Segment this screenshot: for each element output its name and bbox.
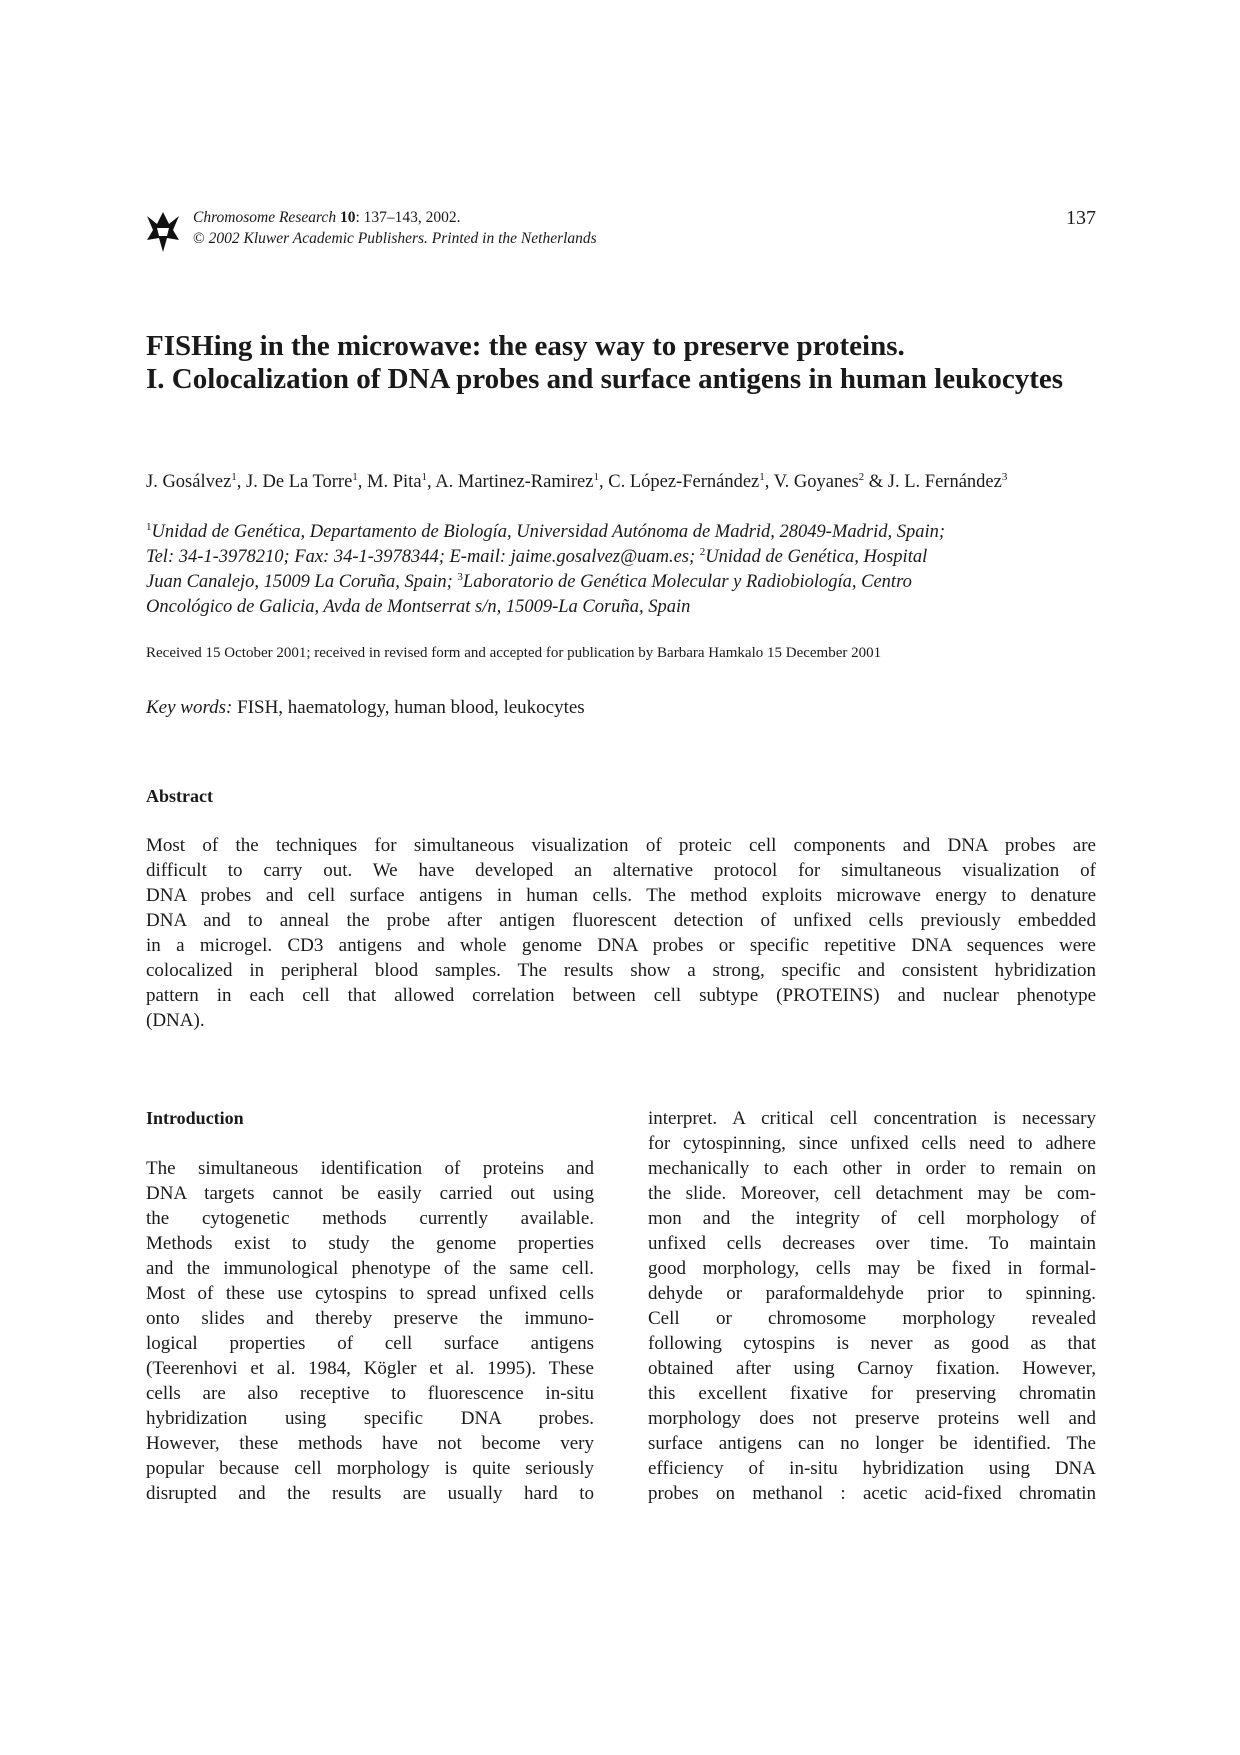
intro-line: efficiency of in-situ hybridization using DNA bbox=[648, 1458, 1096, 1479]
intro-line: DNA targets cannot be easily carried out using bbox=[146, 1183, 594, 1204]
abstract-line: Most of the techniques for simultaneous visualization of proteic cell components and DNA probes are bbox=[146, 835, 1096, 856]
author-name: J. De La Torre bbox=[246, 472, 353, 492]
intro-line: onto slides and thereby preserve the immuno- bbox=[146, 1308, 594, 1329]
author-name: J. Gosálvez bbox=[146, 472, 232, 492]
abstract-line: difficult to carry out. We have developed an alternative protocol for simultaneous visualization of bbox=[146, 860, 1096, 881]
abstract-line: pattern in each cell that allowed correlation between cell subtype (PROTEINS) and nuclear phenotype bbox=[146, 985, 1096, 1006]
intro-line: probes on methanol : acetic acid-fixed chromatin bbox=[648, 1483, 1096, 1504]
title-line-1: FISHing in the microwave: the easy way to preserve proteins. bbox=[146, 330, 905, 362]
journal-pages-year: : 137–143, 2002. bbox=[355, 209, 461, 226]
author-name: A. Martinez-Ramirez bbox=[435, 472, 594, 492]
abstract-line: in a microgel. CD3 antigens and whole genome DNA probes or specific repetitive DNA sequences were bbox=[146, 935, 1096, 956]
copyright-line bbox=[193, 229, 597, 249]
intro-line: following cytospins is never as good as that bbox=[648, 1333, 1096, 1354]
intro-line: for cytospinning, since unfixed cells need to adhere bbox=[648, 1133, 1096, 1154]
intro-line: mon and the integrity of cell morphology of bbox=[648, 1208, 1096, 1229]
author-affiliation-mark: 1 bbox=[352, 471, 358, 483]
affiliation-mark: 1 bbox=[146, 521, 152, 533]
affiliations bbox=[146, 520, 1096, 620]
intro-line: unfixed cells decreases over time. To maintain bbox=[648, 1233, 1096, 1254]
received-dates: Received 15 October 2001; received in revised form and accepted for publication by Barbara Hamkalo 15 December 2001 bbox=[146, 645, 882, 661]
intro-line: popular because cell morphology is quite seriously bbox=[146, 1458, 594, 1479]
abstract-text bbox=[146, 833, 1096, 1033]
intro-line: Methods exist to study the genome properties bbox=[146, 1233, 594, 1254]
affiliation-line-3a: Juan Canalejo, 15009 La Coruña, Spain; bbox=[146, 572, 458, 592]
intro-line: Most of these use cytospins to spread unfixed cells bbox=[146, 1283, 594, 1304]
intro-line: and the immunological phenotype of the same cell. bbox=[146, 1258, 594, 1279]
author-name: C. López-Fernández bbox=[608, 472, 760, 492]
intro-line: the cytogenetic methods currently available. bbox=[146, 1208, 594, 1229]
page-number: 137 bbox=[1066, 207, 1096, 229]
author-affiliation-mark: 1 bbox=[421, 471, 428, 483]
intro-line: obtained after using Carnoy fixation. However, bbox=[648, 1358, 1096, 1379]
affiliation-mark: 2 bbox=[699, 546, 706, 558]
abstract-line: DNA and to anneal the probe after antigen fluorescent detection of unfixed cells previously embedded bbox=[146, 910, 1096, 931]
journal-volume: 10 bbox=[339, 209, 356, 226]
intro-line: (Teerenhovi et al. 1984, Kögler et al. 1995). These bbox=[146, 1358, 594, 1379]
intro-line: surface antigens can no longer be identified. The bbox=[648, 1433, 1096, 1454]
affiliation-line-4: Oncológico de Galicia, Avda de Montserrat s/n, 15009-La Coruña, Spain bbox=[146, 597, 691, 617]
copyright-text: 2002 Kluwer Academic Publishers. Printed in the Netherlands bbox=[208, 230, 597, 247]
abstract-line: (DNA). bbox=[146, 1010, 205, 1031]
affiliation-line-3b: Laboratorio de Genética Molecular y Radiobiología, Centro bbox=[462, 572, 912, 592]
affiliation-line-2b: Unidad de Genética, Hospital bbox=[705, 547, 928, 567]
intro-line: interpret. A critical cell concentration is necessary bbox=[648, 1108, 1096, 1129]
author-affiliation-mark: 1 bbox=[759, 471, 765, 483]
intro-right-column bbox=[648, 1106, 1096, 1506]
keywords-label: Key words: bbox=[146, 697, 233, 718]
intro-line: logical properties of cell surface antigens bbox=[146, 1333, 594, 1354]
author-affiliation-mark: 1 bbox=[231, 471, 237, 483]
author-affiliation-mark: 2 bbox=[858, 471, 865, 483]
intro-line: cells are also receptive to fluorescence in-situ bbox=[146, 1383, 594, 1404]
intro-line: good morphology, cells may be fixed in formal- bbox=[648, 1258, 1096, 1279]
abstract-line: colocalized in peripheral blood samples. The results show a strong, specific and consistent hybridization bbox=[146, 960, 1096, 981]
copyright-symbol: © bbox=[193, 230, 205, 247]
affiliation-line-2a: Tel: 34-1-3978210; Fax: 34-1-3978344; E-mail: jaime.gosalvez@uam.es; bbox=[146, 547, 700, 567]
affiliation-line-1: Unidad de Genética, Departamento de Biología, Universidad Autónoma de Madrid, 28049-Madrid, Spain; bbox=[151, 522, 946, 542]
abstract-heading: Abstract bbox=[146, 786, 213, 806]
keywords bbox=[146, 697, 585, 719]
publisher-logo bbox=[145, 210, 181, 254]
intro-line: The simultaneous identification of proteins and bbox=[146, 1158, 594, 1179]
intro-line: morphology does not preserve proteins well and bbox=[648, 1408, 1096, 1429]
abstract-line: DNA probes and cell surface antigens in human cells. The method exploits microwave energy to denature bbox=[146, 885, 1096, 906]
affiliation-mark: 3 bbox=[457, 571, 463, 583]
author-affiliation-mark: 1 bbox=[593, 471, 599, 483]
intro-line: this excellent fixative for preserving chromatin bbox=[648, 1383, 1096, 1404]
introduction-heading: Introduction bbox=[146, 1108, 244, 1128]
journal-citation bbox=[193, 208, 461, 228]
author-name: J. L. Fernández bbox=[887, 472, 1002, 492]
intro-line: dehyde or paraformaldehyde prior to spinning. bbox=[648, 1283, 1096, 1304]
author-name: M. Pita bbox=[367, 472, 422, 492]
title-line-2: I. Colocalization of DNA probes and surface antigens in human leukocytes bbox=[146, 363, 1064, 395]
intro-line: However, these methods have not become very bbox=[146, 1433, 594, 1454]
intro-line: mechanically to each other in order to remain on bbox=[648, 1158, 1096, 1179]
keywords-text: FISH, haematology, human blood, leukocytes bbox=[237, 697, 585, 718]
intro-left-column bbox=[146, 1106, 594, 1506]
author-affiliation-mark: 3 bbox=[1001, 471, 1008, 483]
author-list: J. Gosálvez$^1$, J. De La Torre$^1$, M. Pita$^1$, A. Martinez-Ramirez$^1$, C. López-Fernández$^1$, V. Goyanes$^2$ & J. L. Fernández$^3$ bbox=[146, 471, 1008, 492]
intro-line: hybridization using specific DNA probes. bbox=[146, 1408, 594, 1429]
paper-title bbox=[146, 330, 1106, 396]
intro-line: Cell or chromosome morphology revealed bbox=[648, 1308, 1096, 1329]
author-name: V. Goyanes bbox=[773, 472, 859, 492]
intro-line: the slide. Moreover, cell detachment may be com- bbox=[648, 1183, 1096, 1204]
intro-line: disrupted and the results are usually hard to bbox=[146, 1483, 594, 1504]
journal-name: Chromosome Research bbox=[193, 209, 337, 226]
